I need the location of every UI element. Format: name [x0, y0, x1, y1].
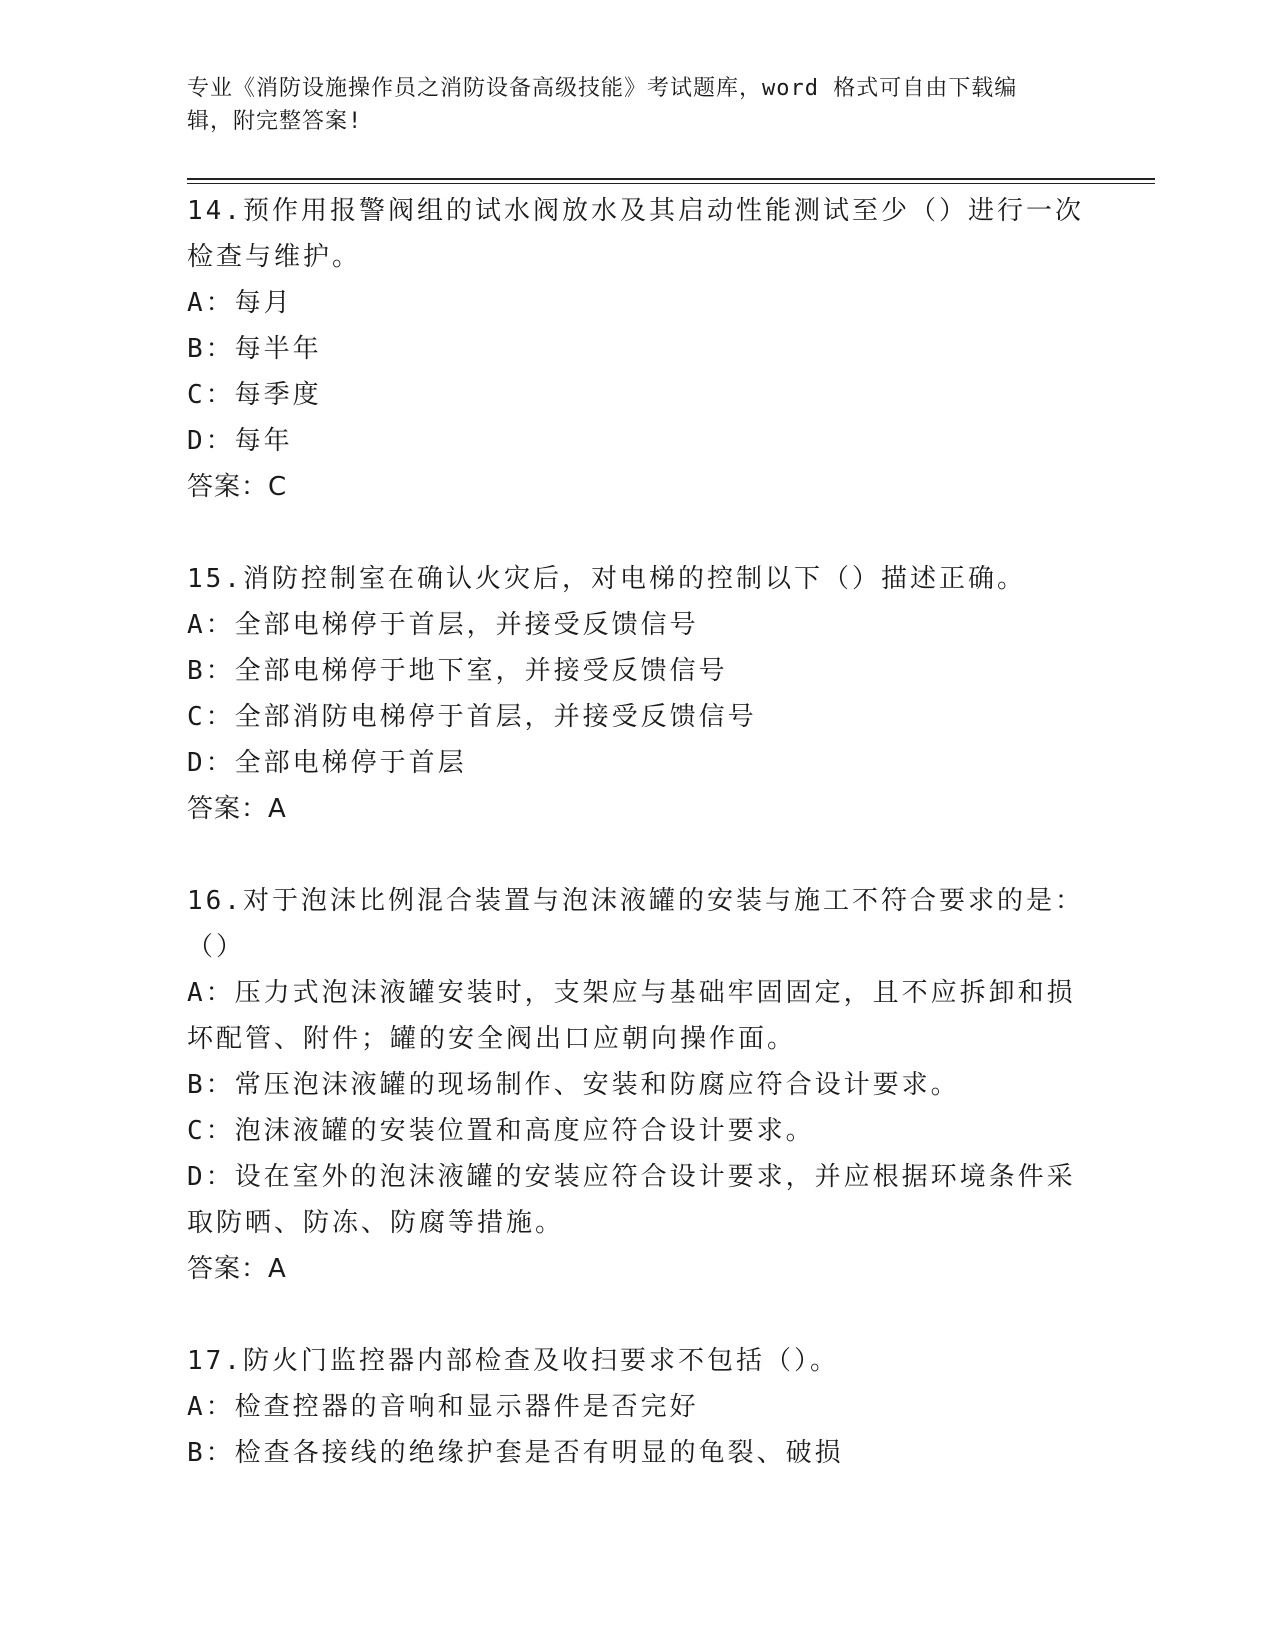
question-answer: 答案：A: [187, 794, 287, 824]
question-option-line: C：全部消防电梯停于首层，并接受反馈信号: [187, 702, 757, 732]
header-divider-thin: [187, 183, 1155, 184]
question-answer: 答案：C: [187, 472, 288, 502]
header-line-1: 专业《消防设施操作员之消防设备高级技能》考试题库，word 格式可自由下载编: [187, 76, 1018, 101]
document-header: [187, 72, 1067, 138]
question-answer: 答案：A: [187, 1254, 287, 1284]
question-stem-line: 15.消防控制室在确认火灾后，对电梯的控制以下（）描述正确。: [187, 564, 1026, 594]
question-option-line: 坏配管、附件；罐的安全阀出口应朝向操作面。: [187, 1024, 797, 1054]
question-option-line: C：每季度: [187, 380, 322, 410]
question-block: [187, 1338, 1087, 1476]
question-list: [187, 188, 1087, 1522]
question-stem-line: 17.防火门监控器内部检查及收扫要求不包括（）。: [187, 1346, 839, 1376]
question-block: [187, 188, 1087, 510]
question-option-line: B：常压泡沫液罐的现场制作、安装和防腐应符合设计要求。: [187, 1070, 960, 1100]
question-option-line: A：检查控器的音响和显示器件是否完好: [187, 1392, 699, 1422]
question-option-line: B：全部电梯停于地下室，并接受反馈信号: [187, 656, 728, 686]
question-option-line: D：全部电梯停于首层: [187, 748, 467, 778]
question-stem-line: （）: [187, 932, 246, 962]
question-block: [187, 556, 1087, 832]
question-option-line: D：每年: [187, 426, 293, 456]
question-option-line: A：全部电梯停于首层，并接受反馈信号: [187, 610, 699, 640]
question-option-line: A：每月: [187, 288, 293, 318]
question-stem-line: 14.预作用报警阀组的试水阀放水及其启动性能测试至少（）进行一次: [187, 196, 1084, 226]
question-option-line: C：泡沫液罐的安装位置和高度应符合设计要求。: [187, 1116, 815, 1146]
question-option-line: B：每半年: [187, 334, 322, 364]
header-divider-thick: [187, 178, 1155, 180]
question-option-line: A：压力式泡沫液罐安装时，支架应与基础牢固固定，且不应拆卸和损: [187, 978, 1076, 1008]
question-stem-line: 检查与维护。: [187, 242, 362, 272]
question-block: [187, 878, 1087, 1292]
question-stem-line: 16.对于泡沫比例混合装置与泡沫液罐的安装与施工不符合要求的是：: [187, 886, 1084, 916]
question-option-line: 取防晒、防冻、防腐等措施。: [187, 1208, 565, 1238]
header-line-2: 辑，附完整答案!: [187, 109, 363, 134]
question-option-line: D：设在室外的泡沫液罐的安装应符合设计要求，并应根据环境条件采: [187, 1162, 1076, 1192]
question-option-line: B：检查各接线的绝缘护套是否有明显的龟裂、破损: [187, 1438, 844, 1468]
